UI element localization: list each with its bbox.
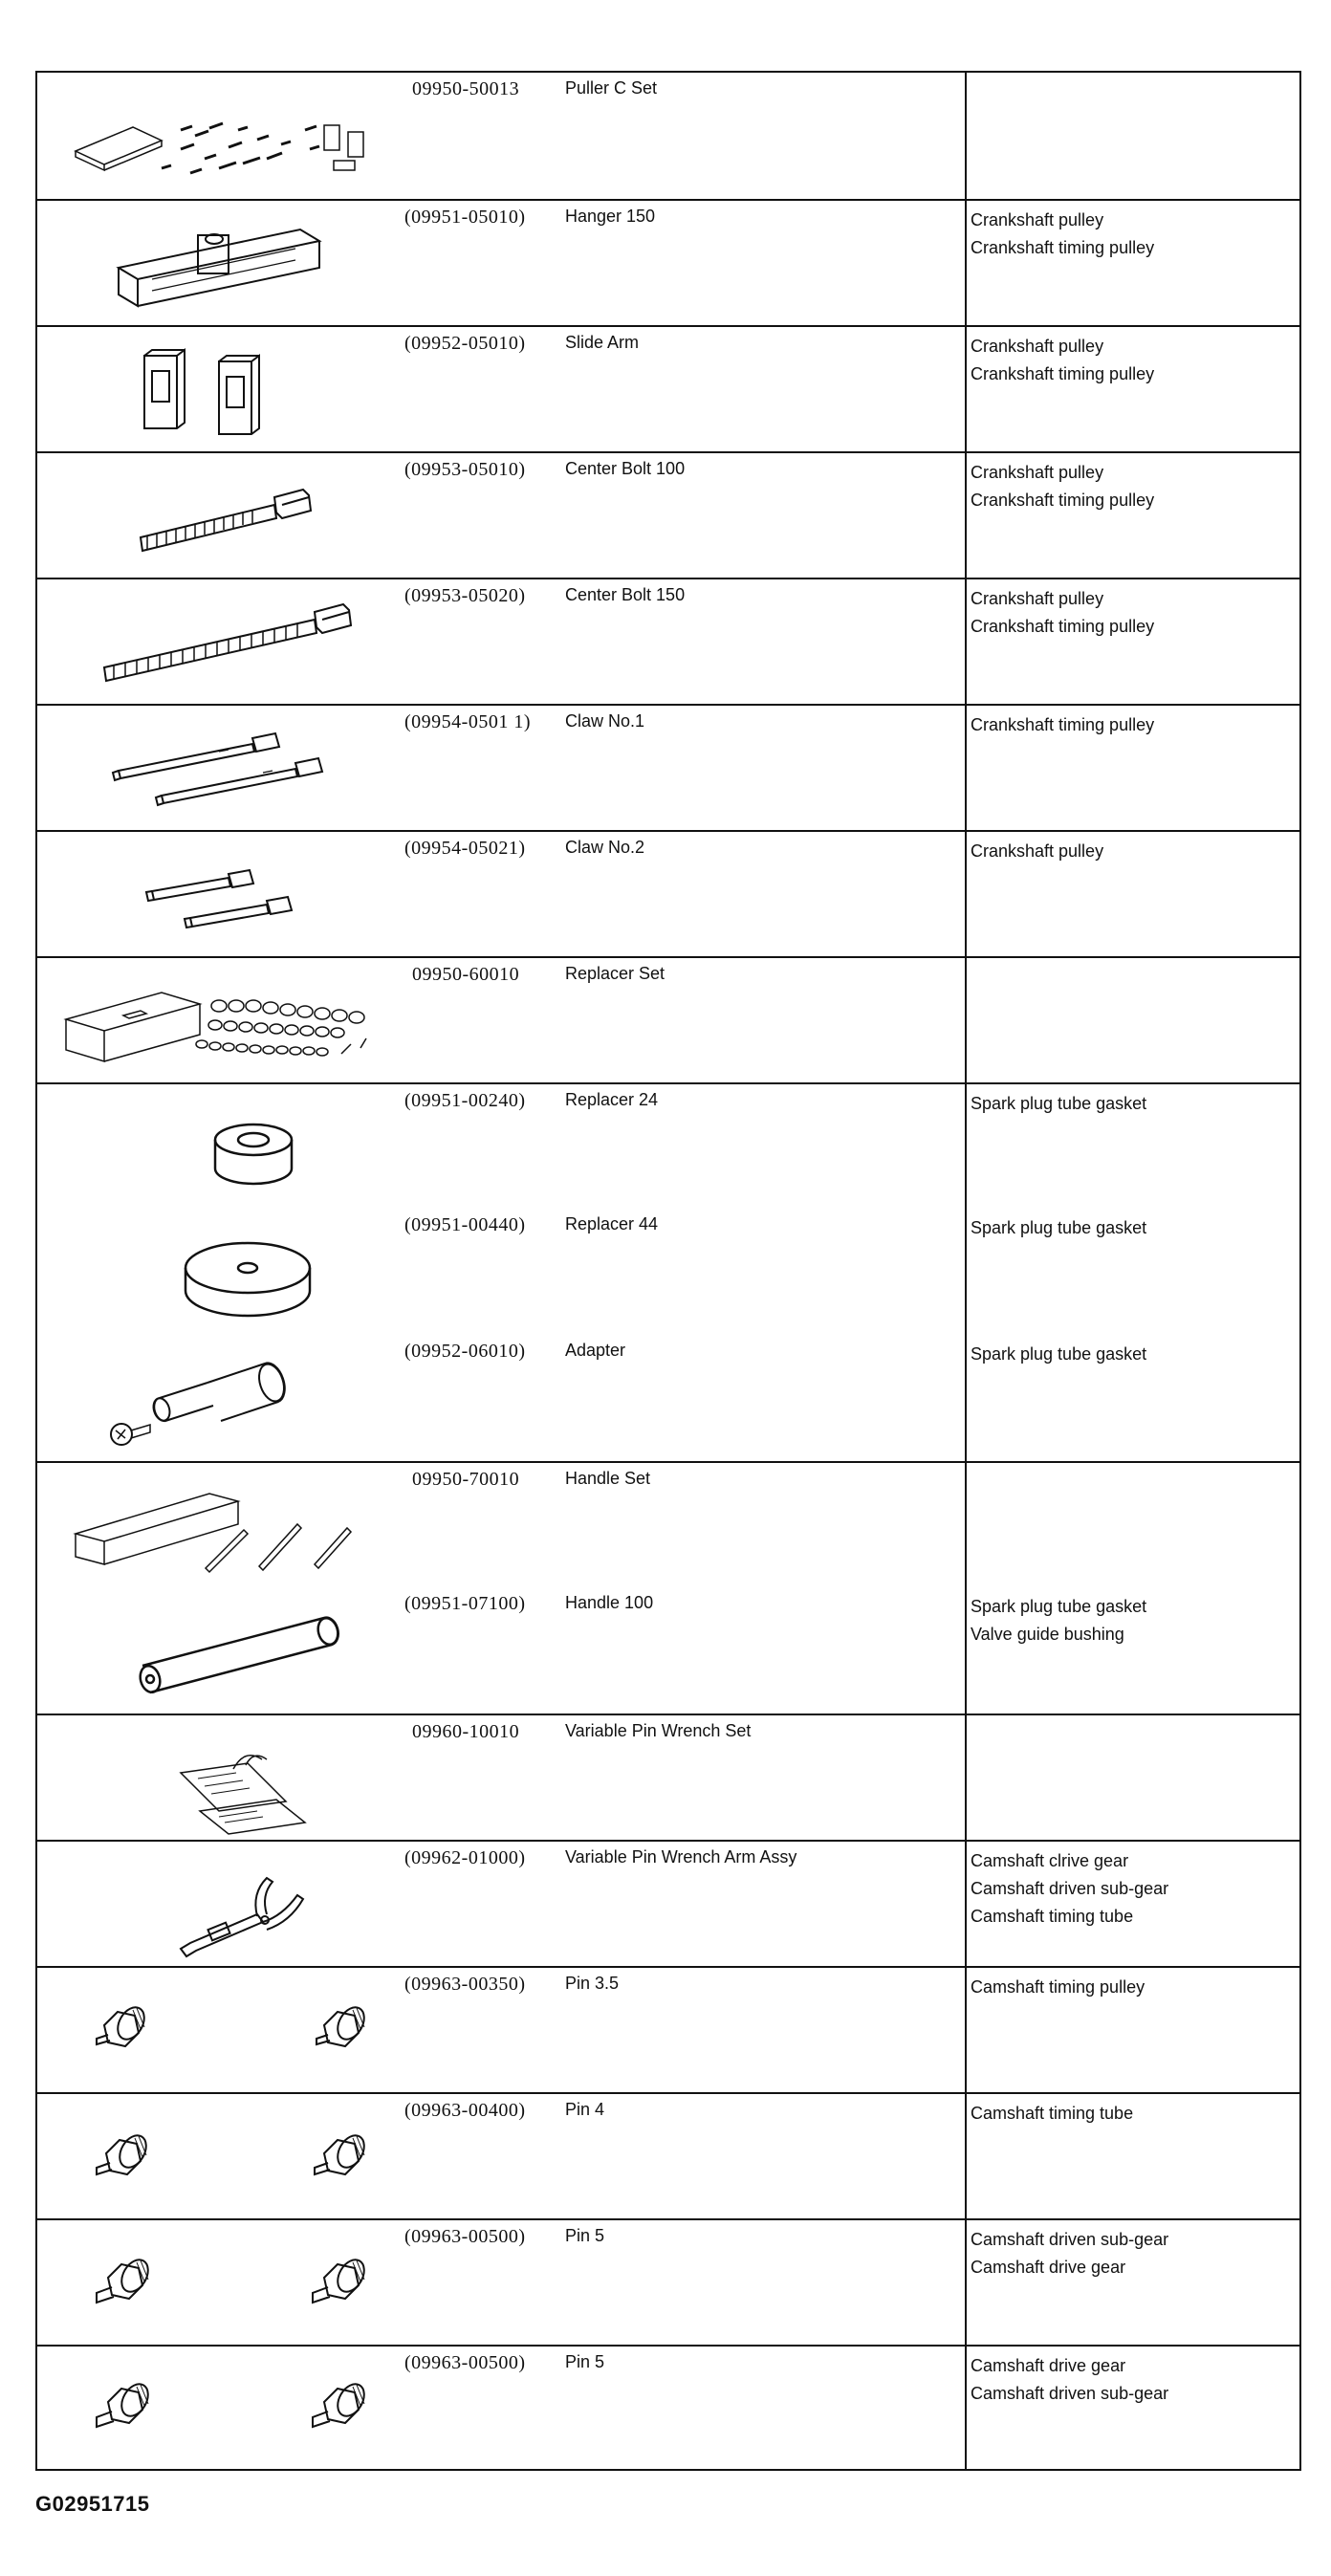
usage-notes: Crankshaft pulley (971, 841, 1104, 861)
pin-wrench-set-icon (37, 1715, 401, 1842)
usage-notes: Camshaft timing tube (971, 2104, 1134, 2123)
usage-notes: Camshaft timing pulley (971, 1977, 1146, 1997)
part-name: Center Bolt 100 (565, 459, 686, 478)
table-row (37, 1840, 1299, 1968)
part-number: (09954-05021) (404, 838, 526, 859)
usage-notes: Crankshaft pulley Crankshaft timing pulley (971, 210, 1155, 257)
table-row (37, 1209, 1299, 1335)
part-name: Replacer 24 (565, 1090, 659, 1109)
usage-notes: Spark plug tube gasket (971, 1218, 1147, 1237)
part-name: Pin 4 (565, 2100, 605, 2119)
slide-arm-icon (37, 327, 401, 453)
part-name: Variable Pin Wrench Arm Assy (565, 1847, 797, 1867)
part-name: Replacer Set (565, 964, 666, 983)
pin-icon (37, 2094, 401, 2220)
table-row (37, 956, 1299, 1084)
usage-notes: Crankshaft pulley Crankshaft timing pulley (971, 463, 1155, 510)
pin-icon (37, 2220, 401, 2347)
pin-wrench-arm-icon (37, 1842, 401, 1968)
part-name: Pin 5 (565, 2226, 605, 2245)
part-name: Slide Arm (565, 333, 640, 352)
replacer-small-icon (37, 1084, 401, 1211)
pin-icon (37, 1968, 401, 2094)
part-number: (09952-05010) (404, 333, 526, 354)
hanger-icon (37, 201, 401, 327)
part-name: Claw No.1 (565, 711, 645, 731)
table-row (37, 578, 1299, 706)
part-name: Variable Pin Wrench Set (565, 1721, 752, 1740)
table-row (37, 451, 1299, 579)
part-name: Pin 5 (565, 2352, 605, 2371)
part-number: (09953-05010) (404, 459, 526, 480)
part-number: (09951-00240) (404, 1090, 526, 1111)
part-name: Replacer 44 (565, 1214, 659, 1233)
part-name: Center Bolt 150 (565, 585, 686, 604)
part-number: (09963-00500) (404, 2352, 526, 2373)
part-number: (09953-05020) (404, 585, 526, 606)
part-number: (09963-00350) (404, 1974, 526, 1995)
usage-notes: Camshaft clrive gear Camshaft driven sub-gear Camshaft timing tube (971, 1851, 1169, 1926)
table-row (37, 1335, 1299, 1461)
center-bolt-long-icon (37, 579, 401, 706)
table-row (37, 1082, 1299, 1211)
table-row (37, 325, 1299, 453)
usage-notes: Camshaft driven sub-gear Camshaft drive gear (971, 2230, 1169, 2277)
part-number: (09951-07100) (404, 1593, 526, 1614)
pin-icon (37, 2347, 401, 2473)
usage-notes: Crankshaft timing pulley (971, 715, 1155, 734)
puller-set-icon (37, 73, 401, 199)
tool-table (35, 71, 1301, 2471)
table-row (37, 2345, 1299, 2473)
table-row (37, 704, 1299, 832)
replacer-set-icon (37, 958, 401, 1084)
part-number: (09963-00500) (404, 2226, 526, 2247)
table-row (37, 73, 1299, 199)
part-name: Pin 3.5 (565, 1974, 620, 1993)
part-name: Claw No.2 (565, 838, 645, 857)
usage-notes: Crankshaft pulley Crankshaft timing pulley (971, 337, 1155, 383)
usage-notes: Spark plug tube gasket (971, 1094, 1147, 1113)
part-number: (09962-01000) (404, 1847, 526, 1868)
usage-notes: Spark plug tube gasket Valve guide bushing (971, 1597, 1147, 1644)
part-name: Adapter (565, 1341, 626, 1360)
part-name: Handle Set (565, 1469, 651, 1488)
part-name: Puller C Set (565, 78, 658, 98)
table-row (37, 1587, 1299, 1714)
part-name: Hanger 150 (565, 207, 656, 226)
table-row (37, 199, 1299, 327)
adapter-icon (37, 1335, 401, 1461)
part-number: (09952-06010) (404, 1341, 526, 1362)
handle-icon (37, 1587, 401, 1714)
table-row (37, 830, 1299, 958)
handle-set-icon (37, 1463, 401, 1589)
table-row (37, 2218, 1299, 2347)
replacer-large-icon (37, 1209, 401, 1335)
claw-short-icon (37, 832, 401, 958)
figure-id: G02951715 (35, 2492, 150, 2516)
part-name: Handle 100 (565, 1593, 654, 1612)
part-number: 09950-50013 (412, 78, 520, 99)
part-number: 09960-10010 (412, 1721, 520, 1742)
part-number: 09950-70010 (412, 1469, 520, 1490)
part-number: (09951-00440) (404, 1214, 526, 1235)
claw-long-icon (37, 706, 401, 832)
part-number: (09951-05010) (404, 207, 526, 228)
usage-notes: Crankshaft pulley Crankshaft timing pulley (971, 589, 1155, 636)
table-row (37, 2092, 1299, 2220)
part-number: (09963-00400) (404, 2100, 526, 2121)
usage-notes: Spark plug tube gasket (971, 1344, 1147, 1364)
center-bolt-short-icon (37, 453, 401, 579)
table-row (37, 1966, 1299, 2094)
table-row (37, 1461, 1299, 1589)
table-row (37, 1714, 1299, 1842)
part-number: 09950-60010 (412, 964, 520, 985)
usage-notes: Camshaft drive gear Camshaft driven sub-gear (971, 2356, 1169, 2403)
part-number: (09954-0501 1) (404, 711, 531, 732)
